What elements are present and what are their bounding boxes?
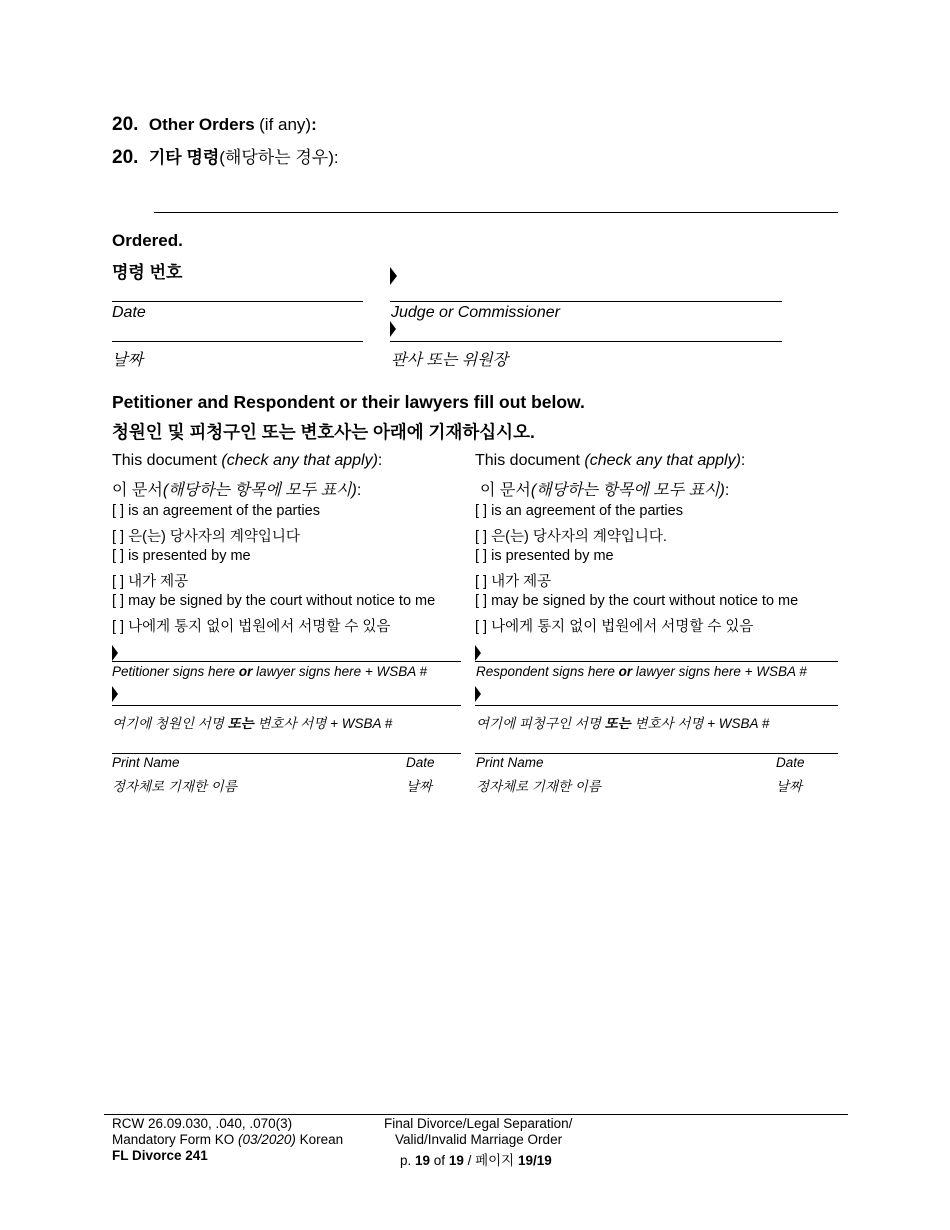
judge-signature-line-ko[interactable] xyxy=(390,341,782,342)
sign-text-ko-or: 또는 xyxy=(604,716,631,731)
footer-rcw: RCW 26.09.030, .040, .070(3) xyxy=(112,1116,293,1131)
footer-title-line1: Final Divorce/Legal Separation/ xyxy=(384,1116,573,1131)
sign-text-ko-b: 변호사 서명 + WSBA # xyxy=(630,716,770,731)
respondent-print-name-en: Print Name xyxy=(476,755,544,770)
footer-form-id: FL Divorce 241 xyxy=(112,1148,208,1163)
petitioner-option-presented[interactable]: [ ] is presented by me xyxy=(112,548,251,564)
respondent-signature-line[interactable] xyxy=(475,661,838,662)
section-title-ko: 기타 명령 xyxy=(148,148,220,167)
footer-divider xyxy=(104,1114,848,1115)
petitioner-date-ko: 날짜 xyxy=(406,779,433,794)
date-signature-line-ko[interactable] xyxy=(112,341,363,342)
page-num: 19 xyxy=(415,1153,431,1168)
petitioner-option-agreement[interactable]: [ ] is an agreement of the parties xyxy=(112,503,320,519)
petitioner-option-presented-ko[interactable]: [ ] 내가 제공 xyxy=(112,574,189,590)
petitioner-print-name-ko: 정자체로 기재한 이름 xyxy=(112,779,237,794)
petitioner-sign-label-en xyxy=(112,664,427,679)
other-orders-line[interactable] xyxy=(154,212,838,213)
sign-text-a: Respondent signs here xyxy=(476,664,619,679)
doc-label-ko-text: 이 문서 xyxy=(480,482,531,499)
sign-text-ko-b: 변호사 서명 + WSBA # xyxy=(253,716,393,731)
sign-text-b: lawyer signs here + WSBA # xyxy=(632,664,807,679)
section-title-colon: : xyxy=(311,115,317,134)
sign-text-or: or xyxy=(618,664,633,679)
respondent-doc-label-en xyxy=(475,452,745,470)
footer-form-date: (03/2020) xyxy=(238,1132,296,1147)
doc-label-text: This document xyxy=(475,452,580,469)
petitioner-print-name-en: Print Name xyxy=(112,755,180,770)
doc-label-ko-italic: (해당하는 항목에 모두 표시) xyxy=(530,482,725,499)
sign-arrow-icon xyxy=(475,686,481,702)
respondent-option-presented-ko[interactable]: [ ] 내가 제공 xyxy=(475,574,552,590)
judge-label-ko: 판사 또는 위원장 xyxy=(391,352,509,369)
petitioner-option-no-notice-ko[interactable]: [ ] 나에게 통지 없이 법원에서 서명할 수 있음 xyxy=(112,619,391,635)
doc-label-ko-italic: (해당하는 항목에 모두 표시) xyxy=(162,482,357,499)
respondent-print-name-ko: 정자체로 기재한 이름 xyxy=(476,779,601,794)
respondent-option-presented[interactable]: [ ] is presented by me xyxy=(475,548,614,564)
date-label-en: Date xyxy=(112,304,146,321)
page-prefix: p. xyxy=(400,1153,416,1168)
judge-signature-line[interactable] xyxy=(390,301,782,302)
doc-label-ko-text: 이 문서 xyxy=(112,482,163,499)
section-number: 20. xyxy=(112,114,139,135)
section-20-heading-ko xyxy=(112,143,339,169)
page-of: of xyxy=(430,1153,449,1168)
footer-page-number xyxy=(400,1153,552,1169)
sign-text-a: Petitioner signs here xyxy=(112,664,239,679)
respondent-print-name-line[interactable] xyxy=(475,753,838,754)
respondent-signature-line-ko[interactable] xyxy=(475,705,838,706)
doc-label-ko-colon: : xyxy=(356,482,362,499)
section-number-ko: 20. xyxy=(112,147,139,168)
sign-arrow-icon xyxy=(390,321,396,337)
sign-text-ko-or: 또는 xyxy=(227,716,254,731)
footer-form-b: Korean xyxy=(295,1132,344,1147)
petitioner-sign-label-ko xyxy=(112,712,392,732)
page-total: 19 xyxy=(448,1153,464,1168)
respondent-date-ko: 날짜 xyxy=(776,779,803,794)
ordered-label-ko: 명령 번호 xyxy=(112,263,183,282)
doc-label-italic: (check any that apply) xyxy=(584,452,741,469)
doc-label-colon: : xyxy=(740,452,746,469)
section-title-en-suffix: (if any) xyxy=(259,115,312,134)
sign-arrow-icon xyxy=(475,645,481,661)
section-20-heading-en xyxy=(112,114,317,136)
petitioner-print-name-line[interactable] xyxy=(112,753,461,754)
sign-arrow-icon xyxy=(112,645,118,661)
sign-arrow-icon xyxy=(112,686,118,702)
judge-label-en: Judge or Commissioner xyxy=(391,304,560,321)
respondent-option-no-notice[interactable]: [ ] may be signed by the court without notice to me xyxy=(475,593,799,609)
page-ko: / 페이지 xyxy=(463,1153,518,1168)
parties-heading-en: Petitioner and Respondent or their lawyers fill out below. xyxy=(112,392,585,412)
sign-text-b: lawyer signs here + WSBA # xyxy=(252,664,428,679)
respondent-sign-label-ko xyxy=(476,712,769,732)
footer-form xyxy=(112,1132,343,1148)
petitioner-option-agreement-ko[interactable]: [ ] 은(는) 당사자의 계약입니다 xyxy=(112,529,300,545)
section-title-en: Other Orders xyxy=(148,115,255,134)
sign-text-ko-a: 여기에 청원인 서명 xyxy=(112,716,228,731)
respondent-doc-label-ko xyxy=(480,477,729,500)
petitioner-doc-label-ko xyxy=(112,477,361,500)
parties-heading-ko: 청원인 및 피청구인 또는 변호사는 아래에 기재하십시오. xyxy=(112,422,535,442)
date-signature-line[interactable] xyxy=(112,301,363,302)
petitioner-option-no-notice[interactable]: [ ] may be signed by the court without notice to me xyxy=(112,593,436,609)
respondent-sign-label-en xyxy=(476,664,807,679)
page-ko-num: 19/19 xyxy=(517,1153,552,1168)
doc-label-text: This document xyxy=(112,452,217,469)
section-title-ko-suffix: (해당하는 경우): xyxy=(219,148,339,167)
sign-text-ko-a: 여기에 피청구인 서명 xyxy=(476,716,605,731)
footer-form-a: Mandatory Form KO xyxy=(112,1132,239,1147)
sign-text-or: or xyxy=(238,664,253,679)
petitioner-signature-line[interactable] xyxy=(112,661,461,662)
sign-arrow-icon xyxy=(390,267,397,285)
date-label-ko: 날짜 xyxy=(112,352,143,369)
respondent-option-agreement-ko[interactable]: [ ] 은(는) 당사자의 계약입니다. xyxy=(475,529,667,545)
respondent-option-agreement[interactable]: [ ] is an agreement of the parties xyxy=(475,503,683,519)
ordered-label-en: Ordered. xyxy=(112,231,183,250)
footer-title-line2: Valid/Invalid Marriage Order xyxy=(395,1132,563,1147)
petitioner-date-en: Date xyxy=(406,755,435,770)
respondent-date-en: Date xyxy=(776,755,805,770)
doc-label-ko-colon: : xyxy=(724,482,730,499)
petitioner-doc-label-en xyxy=(112,452,382,470)
doc-label-italic: (check any that apply) xyxy=(221,452,378,469)
respondent-option-no-notice-ko[interactable]: [ ] 나에게 통지 없이 법원에서 서명할 수 있음 xyxy=(475,619,754,635)
doc-label-colon: : xyxy=(377,452,383,469)
petitioner-signature-line-ko[interactable] xyxy=(112,705,461,706)
